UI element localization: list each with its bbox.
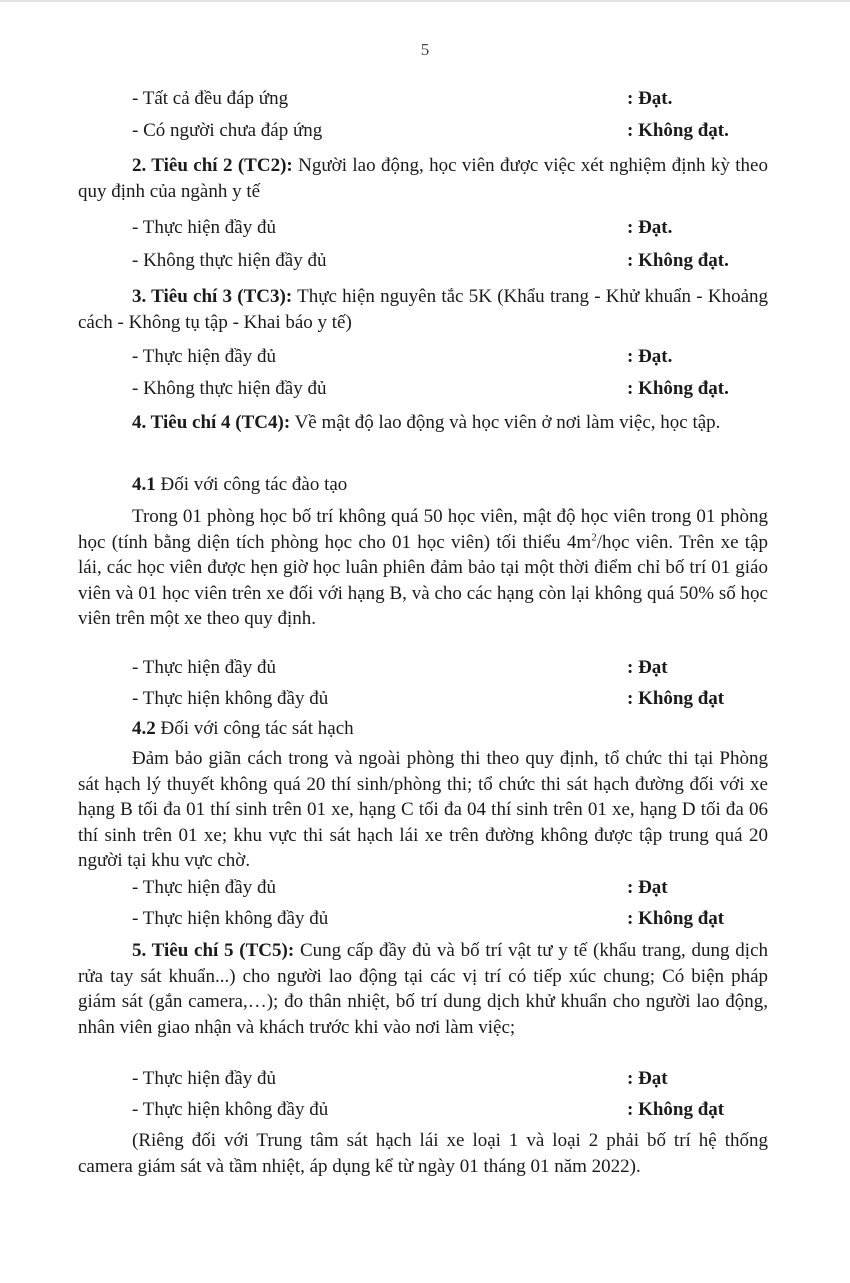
item-label: - Thực hiện đầy đủ [132, 346, 276, 367]
section-4-2: 4.2 Đối với công tác sát hạch [132, 718, 354, 739]
criterion-5: 5. Tiêu chí 5 (TC5): Cung cấp đầy đủ và bố trí vật tư y tế (khẩu trang, dung dịch rửa tay sát khuẩn...) cho người lao động tại các vị trí có tiếp xúc chung; Có biện pháp giám sát (gắn camera,…); đo thân nhiệt, bố trí dung dịch khử khuẩn cho người lao động, nhân viên giao nhận và khách trước khi vào nơi làm việc; [78, 940, 769, 1038]
note-paragraph: (Riêng đối với Trung tâm sát hạch lái xe loại 1 và loại 2 phải bố trí hệ thống camera giám sát và tầm nhiệt, áp dụng kể từ ngày 01 tháng 01 năm 2022). [78, 1130, 768, 1177]
item-result: : Đạt. [627, 217, 673, 238]
item-result: : Không đạt [627, 1099, 725, 1120]
paragraph-4-2: Đảm bảo giãn cách trong và ngoài phòng thi theo quy định, tổ chức thi tại Phòng sát hạch lý thuyết không quá 20 thí sinh/phòng thi; tổ chức thi sát hạch đường đối với xe hạng B tối đa 01 thí sinh trên 01 xe, hạng C tối đa 04 thí sinh trên 01 xe, hạng D tối đa 06 thí sinh trên 01 xe; khu vực thi sát hạch lái xe trên đường không được tập trung quá 20 người tại khu vực chờ. [78, 748, 768, 871]
item-result: : Không đạt. [627, 378, 729, 399]
item-label: - Có người chưa đáp ứng [132, 120, 323, 141]
item-label: - Tất cả đều đáp ứng [132, 88, 289, 109]
item-label: - Không thực hiện đầy đủ [132, 378, 327, 399]
superscript: 2 [591, 531, 597, 544]
item-result: : Đạt [627, 657, 668, 678]
item-result: : Không đạt [627, 688, 725, 709]
item-label: - Thực hiện không đầy đủ [132, 908, 329, 929]
item-result: : Không đạt. [627, 250, 729, 271]
item-result: : Đạt. [627, 346, 673, 367]
item-label: - Thực hiện không đầy đủ [132, 1099, 329, 1120]
section-4-1: 4.1 Đối với công tác đào tạo [132, 474, 348, 495]
item-label: - Thực hiện đầy đủ [132, 877, 276, 898]
item-label: - Không thực hiện đầy đủ [132, 250, 327, 271]
item-label: - Thực hiện đầy đủ [132, 217, 276, 238]
item-label: - Thực hiện đầy đủ [132, 657, 276, 678]
top-border [0, 0, 850, 2]
item-label: - Thực hiện không đầy đủ [132, 688, 329, 709]
criterion-3: 3. Tiêu chí 3 (TC3): Thực hiện nguyên tắc 5K (Khẩu trang - Khử khuẩn - Khoảng cách - Không tụ tập - Khai báo y tế) [78, 286, 768, 333]
item-result: : Đạt [627, 1068, 668, 1089]
item-result: : Đạt. [627, 88, 673, 109]
page-number: 5 [420, 40, 430, 59]
criterion-2: 2. Tiêu chí 2 (TC2): Người lao động, học viên được việc xét nghiệm định kỳ theo quy định của ngành y tế [78, 155, 768, 202]
item-label: - Thực hiện đầy đủ [132, 1068, 276, 1089]
item-result: : Không đạt [627, 908, 725, 929]
item-result: : Đạt [627, 877, 668, 898]
criterion-4: 4. Tiêu chí 4 (TC4): Về mật độ lao động và học viên ở nơi làm việc, học tập. [132, 412, 721, 433]
paragraph-4-1: Trong 01 phòng học bố trí không quá 50 học viên, mật độ học viên trong 01 phòng học (tính bằng diện tích phòng học cho 01 học viên) tối thiểu $4m^2$/học viên. Trên xe tập lái, các học viên được hẹn giờ học luân phiên đảm bảo tại một thời điểm chỉ bố trí 01 giáo viên và 01 học viên trên xe đối với hạng B, và cho các hạng còn lại không quá 50% số học viên trên một xe theo quy định. [78, 506, 768, 629]
item-result: : Không đạt. [627, 120, 729, 141]
